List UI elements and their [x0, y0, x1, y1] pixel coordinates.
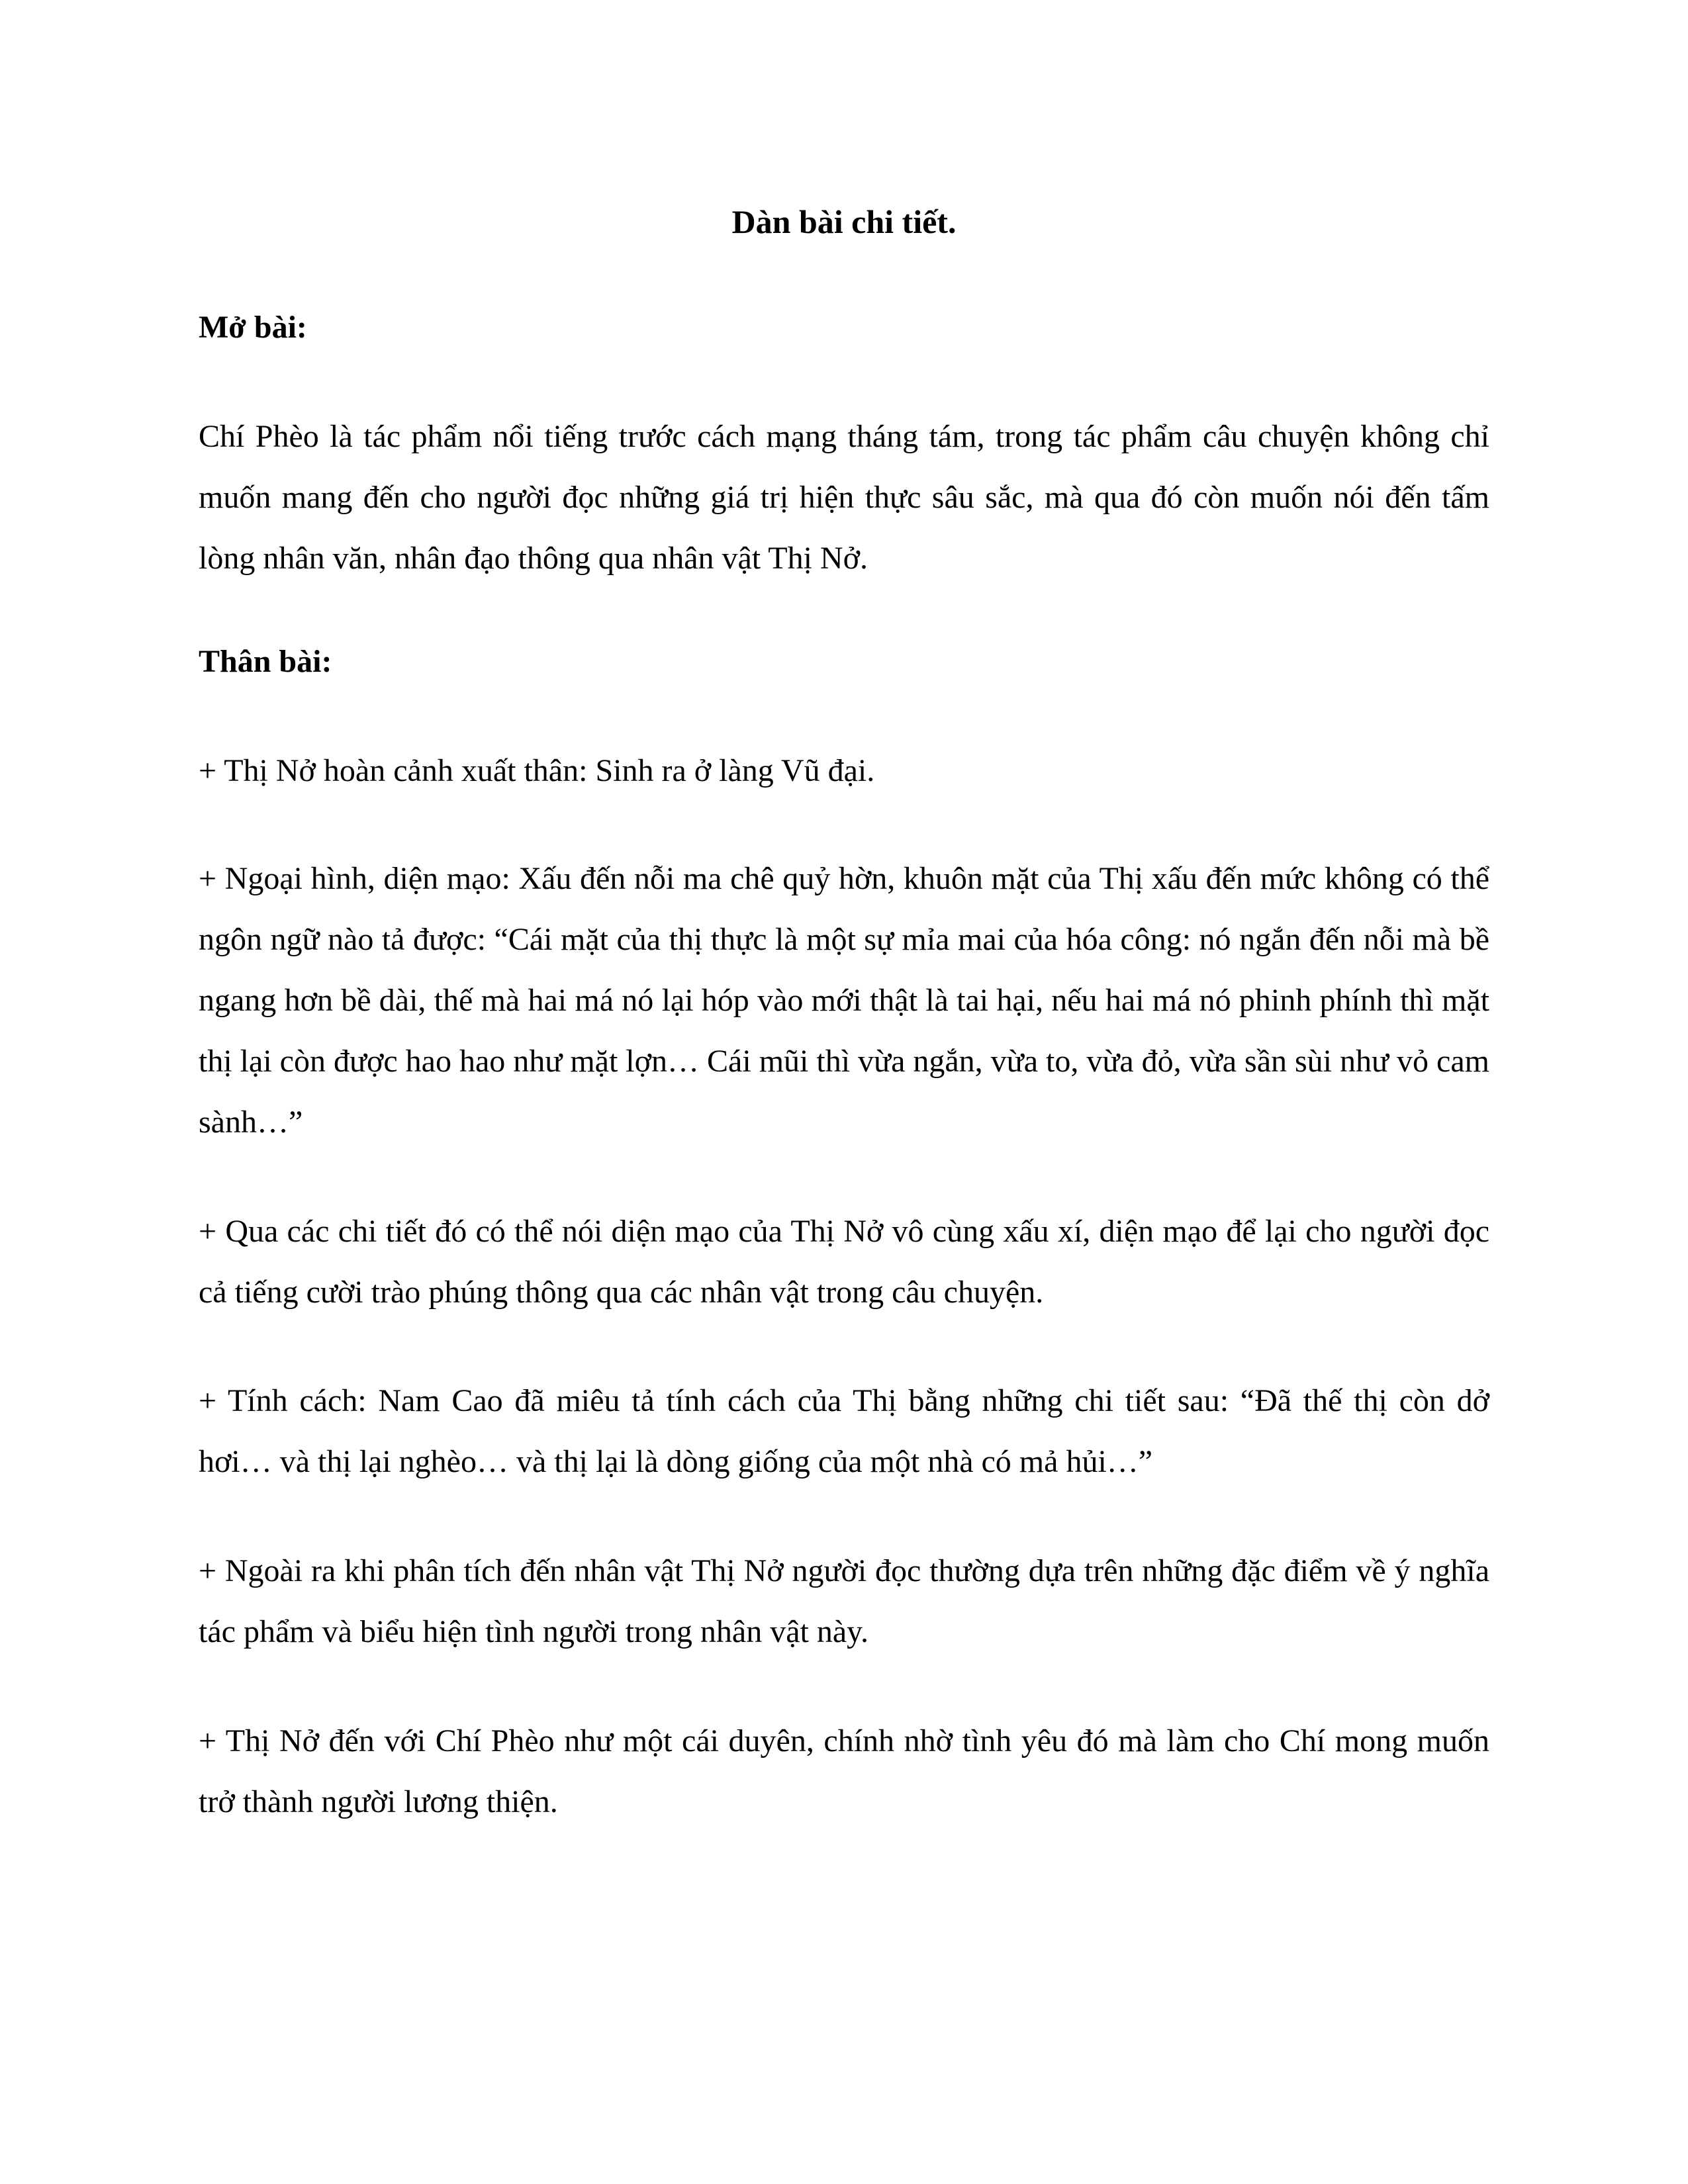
body-heading: Thân bài:: [199, 644, 332, 679]
body-item-personality: + Tính cách: Nam Cao đã miêu tả tính cách của Thị bằng những chi tiết sau: “Đã thế thị còn dở hơi… và thị lại nghèo… và thị lại là dòng giống của một nhà có mả hủi…”: [199, 1383, 1489, 1479]
intro-paragraph: Chí Phèo là tác phẩm nổi tiếng trước cách mạng tháng tám, trong tác phẩm câu chuyện không chỉ muốn mang đến cho người đọc những giá trị hiện thực sâu sắc, mà qua đó còn muốn nói đến tấm lòng nhân văn, nhân đạo thông qua nhân vật Thị Nở.: [199, 419, 1489, 576]
body-item-appearance-summary: + Qua các chi tiết đó có thể nói diện mạo của Thị Nở vô cùng xấu xí, diện mạo để lại cho người đọc cả tiếng cười trào phúng thông qua các nhân vật trong câu chuyện.: [199, 1214, 1489, 1310]
intro-heading: Mở bài:: [199, 310, 307, 345]
body-item-love: + Thị Nở đến với Chí Phèo như một cái duyên, chính nhờ tình yêu đó mà làm cho Chí mong muốn trở thành người lương thiện.: [199, 1723, 1489, 1819]
page-title: Dàn bài chi tiết.: [731, 203, 957, 240]
body-item-appearance: + Ngoại hình, diện mạo: Xấu đến nỗi ma chê quỷ hờn, khuôn mặt của Thị xấu đến mức không có thể ngôn ngữ nào tả được: “Cái mặt của thị thực là một sự mỉa mai của hóa công: nó ngắn đến nỗi mà bề ngang hơn bề dài, thế mà hai má nó lại hóp vào mới thật là tai hại, nếu hai má nó phinh phính thì mặt thị lại còn được hao hao như mặt lợn… Cái mũi thì vừa ngắn, vừa to, vừa đỏ, vừa sần sùi như vỏ cam sành…”: [199, 861, 1489, 1140]
body-item-origin: + Thị Nở hoàn cảnh xuất thân: Sinh ra ở làng Vũ đại.: [199, 753, 875, 788]
document-page: [199, 0, 1489, 2184]
body-item-analysis: + Ngoài ra khi phân tích đến nhân vật Thị Nở người đọc thường dựa trên những đặc điểm về ý nghĩa tác phẩm và biểu hiện tình người trong nhân vật này.: [199, 1553, 1489, 1649]
